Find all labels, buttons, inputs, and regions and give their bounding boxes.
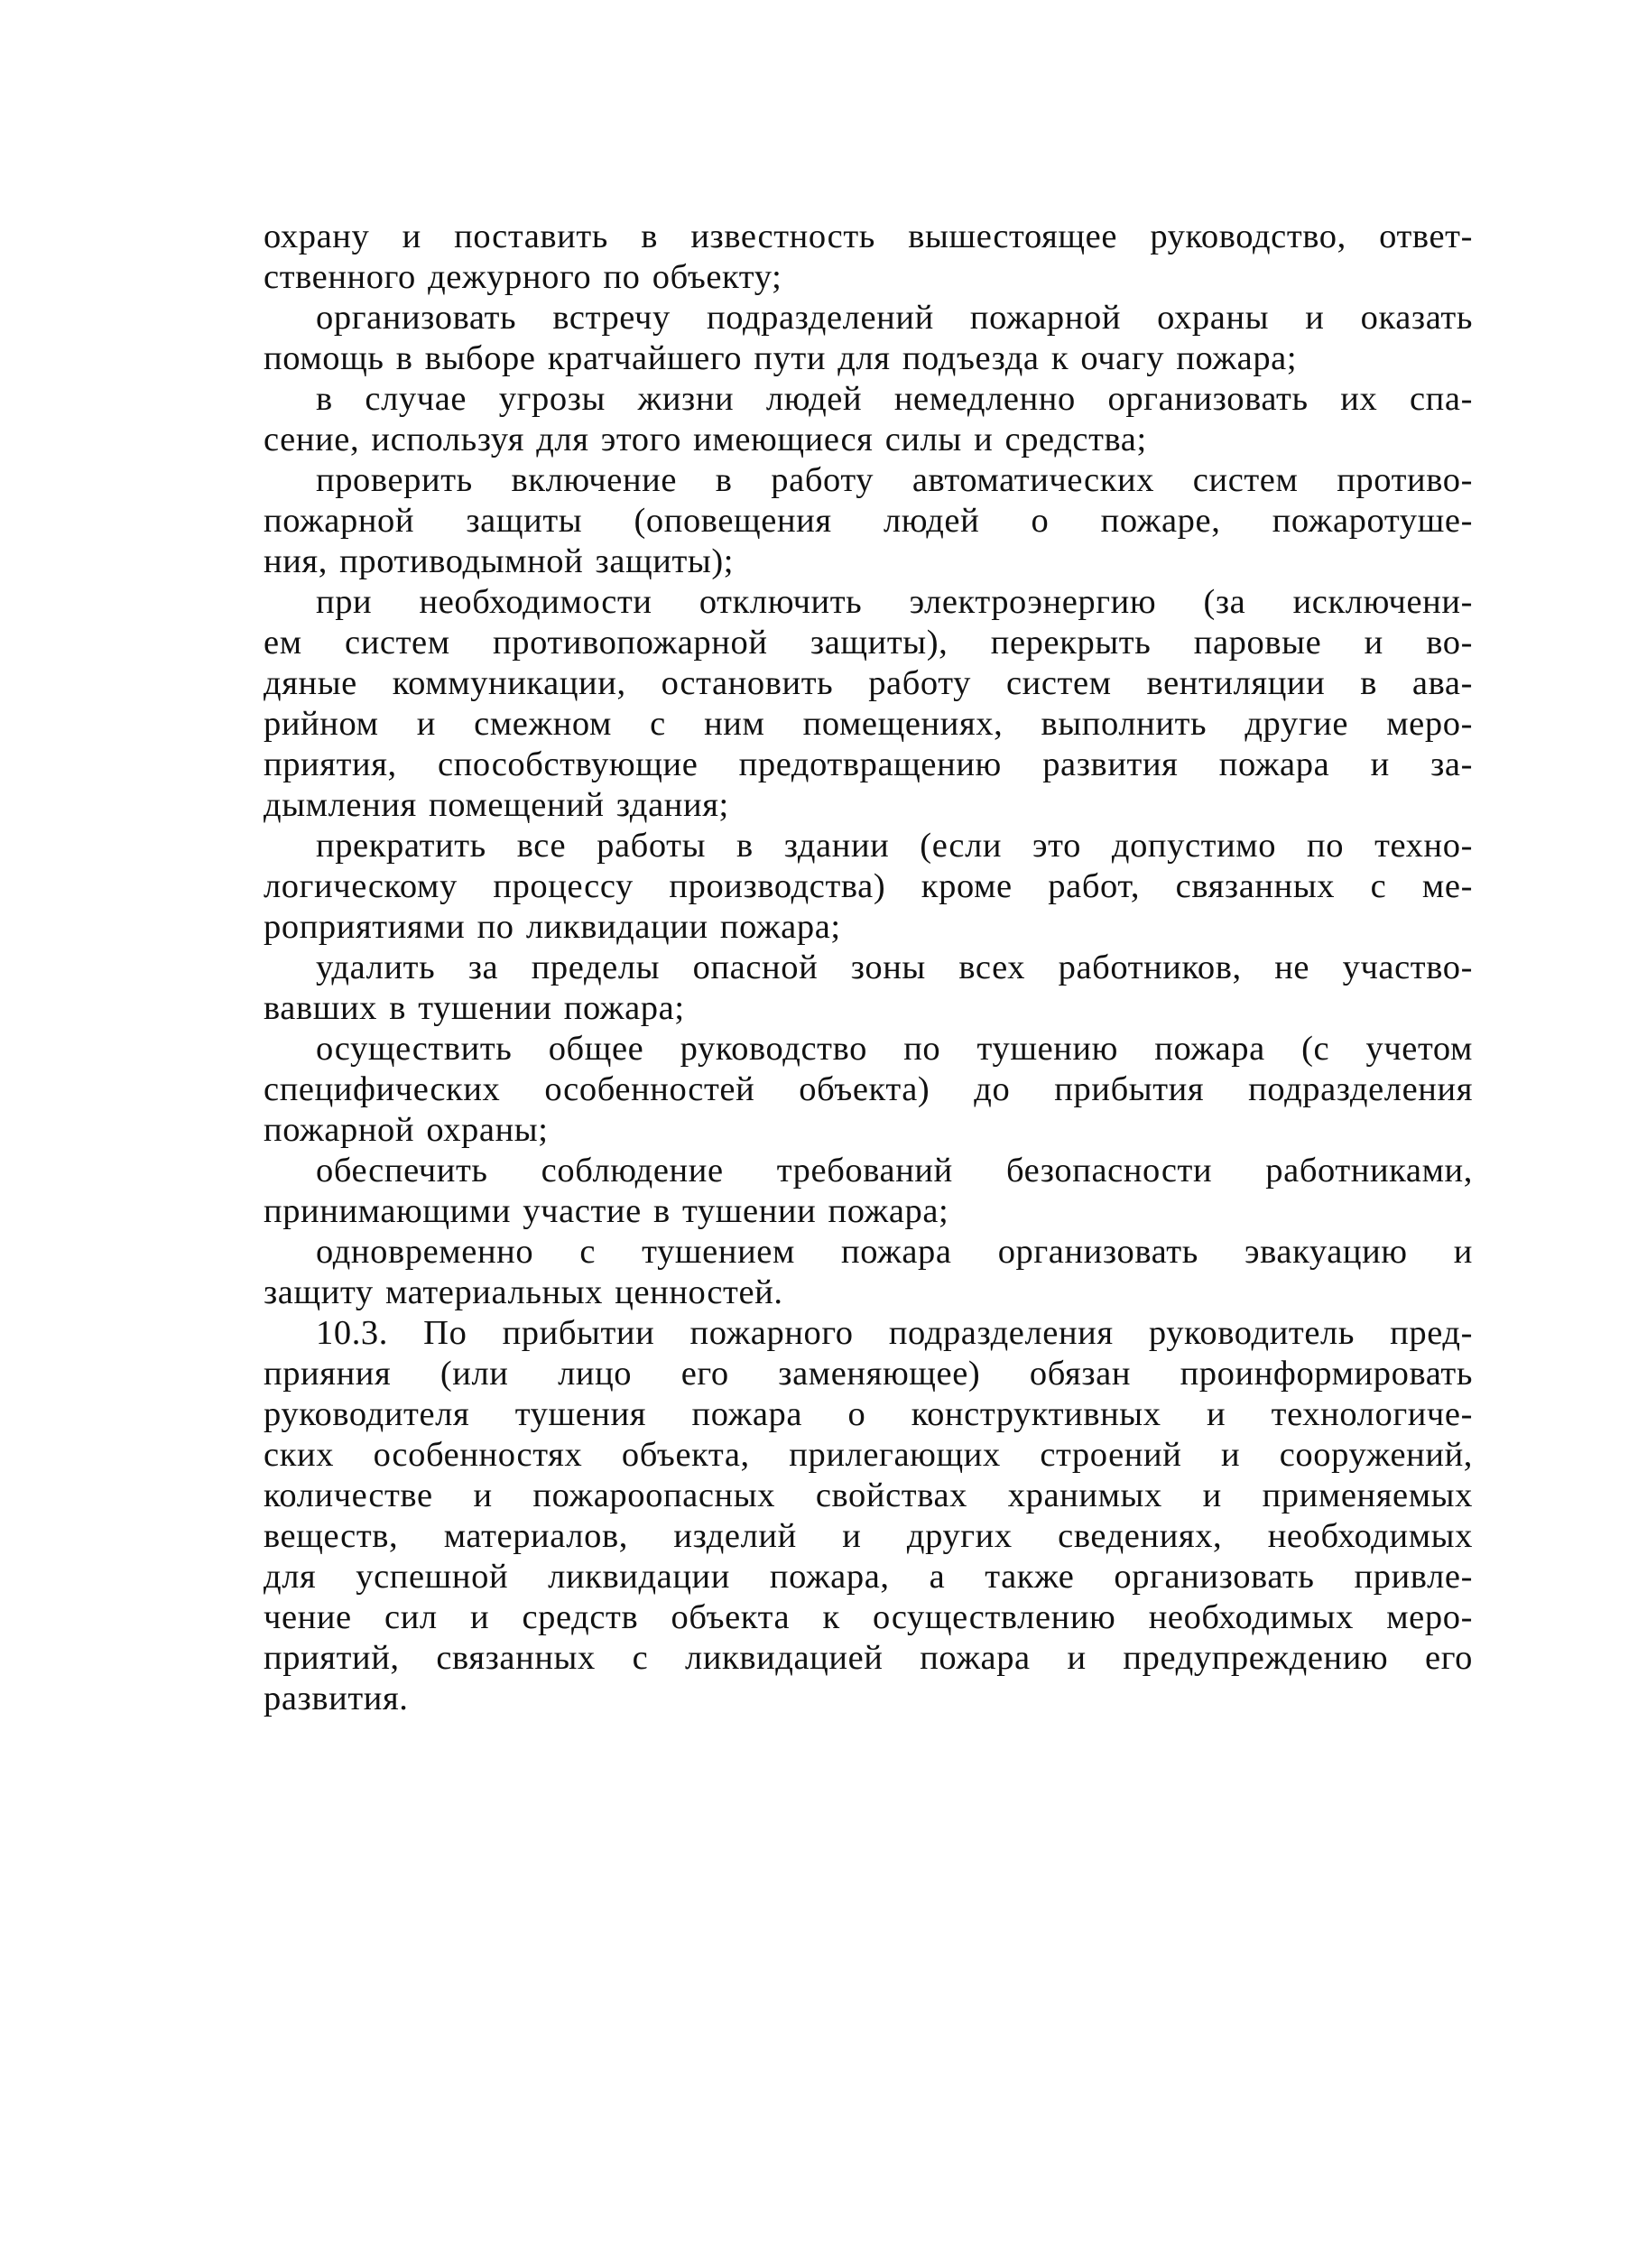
text-line: развития. <box>264 1680 409 1717</box>
text-line: 10.3. По прибытии пожарного подразделения руководитель пред- <box>316 1314 1473 1352</box>
text-line: специфических особенностей объекта) до прибытия подразделения <box>264 1070 1473 1108</box>
text-line: веществ, материалов, изделий и других сведениях, необходимых <box>264 1517 1473 1555</box>
text-line: пожарной защиты (оповещения людей о пожаре, пожаротуше- <box>264 502 1473 540</box>
document-body <box>264 217 1473 1719</box>
paragraph <box>264 298 1473 379</box>
text-line: вавших в тушении пожара; <box>264 989 685 1027</box>
text-line: чение сил и средств объекта к осуществлению необходимых меро- <box>264 1598 1473 1636</box>
text-line: одновременно с тушением пожара организовать эвакуацию и <box>316 1233 1473 1271</box>
paragraph <box>264 1232 1473 1313</box>
text-line: руководителя тушения пожара о конструктивных и технологиче- <box>264 1395 1473 1433</box>
paragraph <box>264 1029 1473 1151</box>
text-line: приятий, связанных с ликвидацией пожара и предупреждению его <box>264 1639 1473 1677</box>
text-line: количестве и пожароопасных свойствах хранимых и применяемых <box>264 1477 1473 1514</box>
text-line: ния, противодымной защиты); <box>264 542 735 580</box>
text-line: удалить за пределы опасной зоны всех работников, не участво- <box>316 949 1473 986</box>
text-line: ских особенностях объекта, прилегающих строений и сооружений, <box>264 1436 1473 1474</box>
text-line: организовать встречу подразделений пожарной охраны и оказать <box>316 299 1473 337</box>
text-line: приятия, способствующие предотвращению развития пожара и за- <box>264 745 1473 783</box>
paragraph <box>264 217 1473 298</box>
paragraph <box>264 826 1473 948</box>
text-line: при необходимости отключить электроэнергию (за исключени- <box>316 583 1473 621</box>
text-line: рийном и смежном с ним помещениях, выполнить другие меро- <box>264 705 1473 743</box>
text-line: ственного дежурного по объекту; <box>264 258 782 296</box>
paragraph <box>264 1313 1473 1719</box>
paragraph <box>264 379 1473 460</box>
text-line: дяные коммуникации, остановить работу систем вентиляции в ава- <box>264 664 1473 702</box>
paragraph <box>264 1151 1473 1232</box>
text-line: проверить включение в работу автоматических систем противо- <box>316 461 1473 499</box>
text-line: обеспечить соблюдение требований безопасности работниками, <box>316 1152 1473 1190</box>
paragraph <box>264 460 1473 582</box>
text-line: для успешной ликвидации пожара, а также организовать привле- <box>264 1558 1473 1596</box>
text-line: прекратить все работы в здании (если это допустимо по техно- <box>316 827 1473 865</box>
paragraph <box>264 582 1473 826</box>
text-line: охрану и поставить в известность вышестоящее руководство, ответ- <box>264 218 1473 255</box>
text-line: дымления помещений здания; <box>264 786 729 824</box>
text-line: ем систем противопожарной защиты), перекрыть паровые и во- <box>264 624 1473 662</box>
text-line: в случае угрозы жизни людей немедленно организовать их спа- <box>316 380 1473 418</box>
paragraph <box>264 948 1473 1029</box>
text-line: защиту материальных ценностей. <box>264 1273 783 1311</box>
text-line: роприятиями по ликвидации пожара; <box>264 908 841 946</box>
text-line: помощь в выборе кратчайшего пути для подъезда к очагу пожара; <box>264 339 1298 377</box>
text-line: осуществить общее руководство по тушению пожара (с учетом <box>316 1030 1473 1068</box>
text-line: пожарной охраны; <box>264 1111 549 1149</box>
text-line: логическому процессу производства) кроме работ, связанных с ме- <box>264 867 1473 905</box>
text-line: прияния (или лицо его заменяющее) обязан проинформировать <box>264 1355 1473 1393</box>
text-line: сение, используя для этого имеющиеся силы и средства; <box>264 421 1147 458</box>
text-line: принимающими участие в тушении пожара; <box>264 1192 949 1230</box>
